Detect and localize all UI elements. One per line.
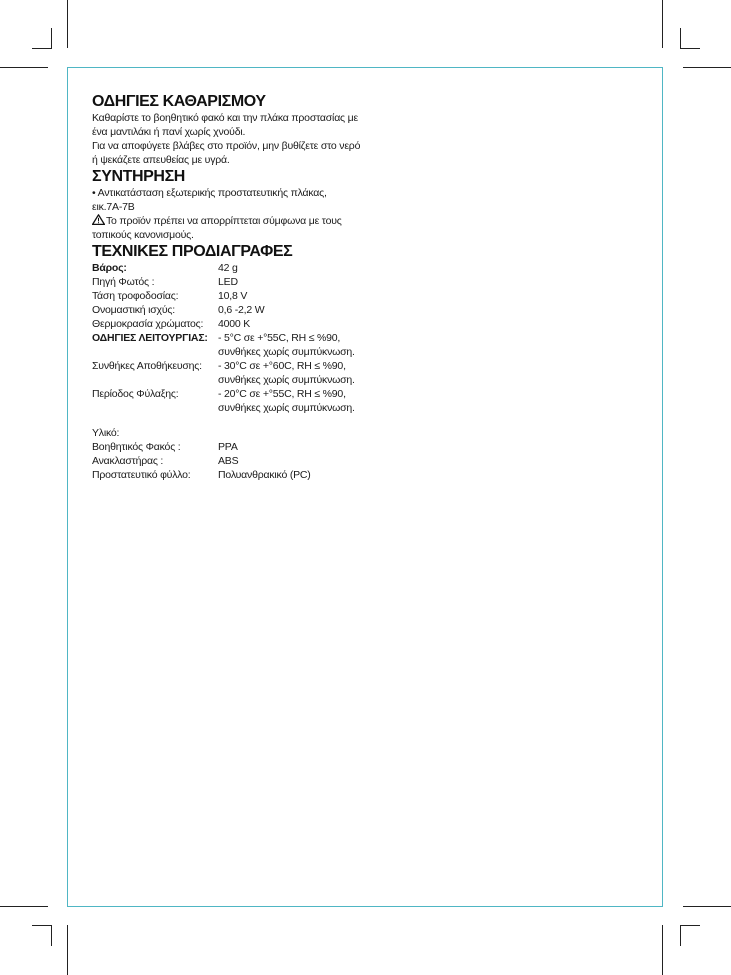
spec-row-weight [92,261,362,275]
crop-mark [67,925,68,975]
spec-row-color-temp [92,317,362,331]
maintenance-bullet-cont: εικ.7A-7B [92,201,135,213]
crop-mark [680,925,681,946]
cleaning-line: Καθαρίστε το βοηθητικό φακό και την πλάκα προστασίας με [92,112,358,124]
crop-mark [683,67,731,68]
manual-content [92,92,362,482]
spec-value-line: - 30°C σε +°60C, RH ≤ %90, [218,360,346,372]
spec-row-voltage [92,289,362,303]
spec-value [218,359,362,387]
crop-mark [0,906,48,907]
spec-label: Περίοδος Φύλαξης: [92,388,179,400]
spec-value-line: συνθήκες χωρίς συμπύκνωση. [218,346,355,358]
spec-value: LED [218,276,238,288]
maintenance-bullet: • Αντικατάσταση εξωτερικής προστατευτικής πλάκας, [92,187,327,199]
material-row-protective-sheet [92,468,362,482]
material-label: Ανακλαστήρας : [92,455,164,467]
spec-value [218,387,362,415]
material-label: Προστατευτικό φύλλο: [92,469,191,481]
warning-triangle-icon [92,214,105,225]
crop-mark [51,925,52,946]
spec-value: 42 g [218,262,238,274]
material-row-reflector [92,454,362,468]
crop-mark [683,906,731,907]
crop-mark [51,28,52,49]
spec-label: Βάρος: [92,262,127,274]
crop-mark [0,67,48,68]
material-value: ABS [218,455,239,467]
spec-value-line: - 20°C σε +°55C, RH ≤ %90, [218,388,346,400]
maintenance-heading: ΣΥΝΤΗΡΗΣΗ [92,168,185,185]
spec-label: Θερμοκρασία χρώματος: [92,318,204,330]
material-label: Βοηθητικός Φακός : [92,441,181,453]
crop-mark [662,0,663,48]
cleaning-line: Για να αποφύγετε βλάβες στο προϊόν, μην βυθίζετε στο νερό [92,140,361,152]
crop-mark [32,48,52,49]
spacer [92,415,362,426]
warning-text-cont: τοπικούς κανονισμούς. [92,229,194,241]
spec-value [218,331,362,359]
spec-value-line: - 5°C σε +°55C, RH ≤ %90, [218,332,341,344]
crop-mark [680,28,681,49]
spec-row-power [92,303,362,317]
spec-value-line: συνθήκες χωρίς συμπύκνωση. [218,374,355,386]
spec-value: 4000 K [218,318,251,330]
spec-row-retention [92,387,362,415]
material-value: Πολυανθρακικό (PC) [218,469,311,481]
spec-row-storage [92,359,362,387]
warning-text: Το προϊόν πρέπει να απορρίπτεται σύμφωνα με τους [106,215,342,227]
crop-mark [680,48,700,49]
cleaning-line: ένα μαντιλάκι ή πανί χωρίς χνούδι. [92,126,246,138]
crop-mark [662,925,663,975]
crop-mark [32,925,52,926]
material-value: PPA [218,441,238,453]
spec-value-line: συνθήκες χωρίς συμπύκνωση. [218,402,355,414]
crop-mark [680,925,700,926]
crop-mark [67,0,68,48]
cleaning-line: ή ψεκάζετε απευθείας με υγρά. [92,154,230,166]
spec-label: Πηγή Φωτός : [92,276,155,288]
specs-heading: ΤΕΧΝΙΚΕΣ ΠΡΟΔΙΑΓΡΑΦΕΣ [92,243,293,260]
spec-row-operating [92,331,362,359]
spec-label: Ονομαστική ισχύς: [92,304,175,316]
spec-row-light-source [92,275,362,289]
disposal-warning [92,214,362,228]
spec-label: ΟΔΗΓΙΕΣ ΛΕΙΤΟΥΡΓΙΑΣ: [92,332,208,344]
material-row-lens [92,440,362,454]
spec-value: 10,8 V [218,290,248,302]
cleaning-heading: ΟΔΗΓΙΕΣ ΚΑΘΑΡΙΣΜΟΥ [92,93,266,110]
spec-value: 0,6 -2,2 W [218,304,265,316]
spec-label: Τάση τροφοδοσίας: [92,290,179,302]
material-label: Υλικό: [92,427,120,439]
spec-label: Συνθήκες Αποθήκευσης: [92,360,202,372]
